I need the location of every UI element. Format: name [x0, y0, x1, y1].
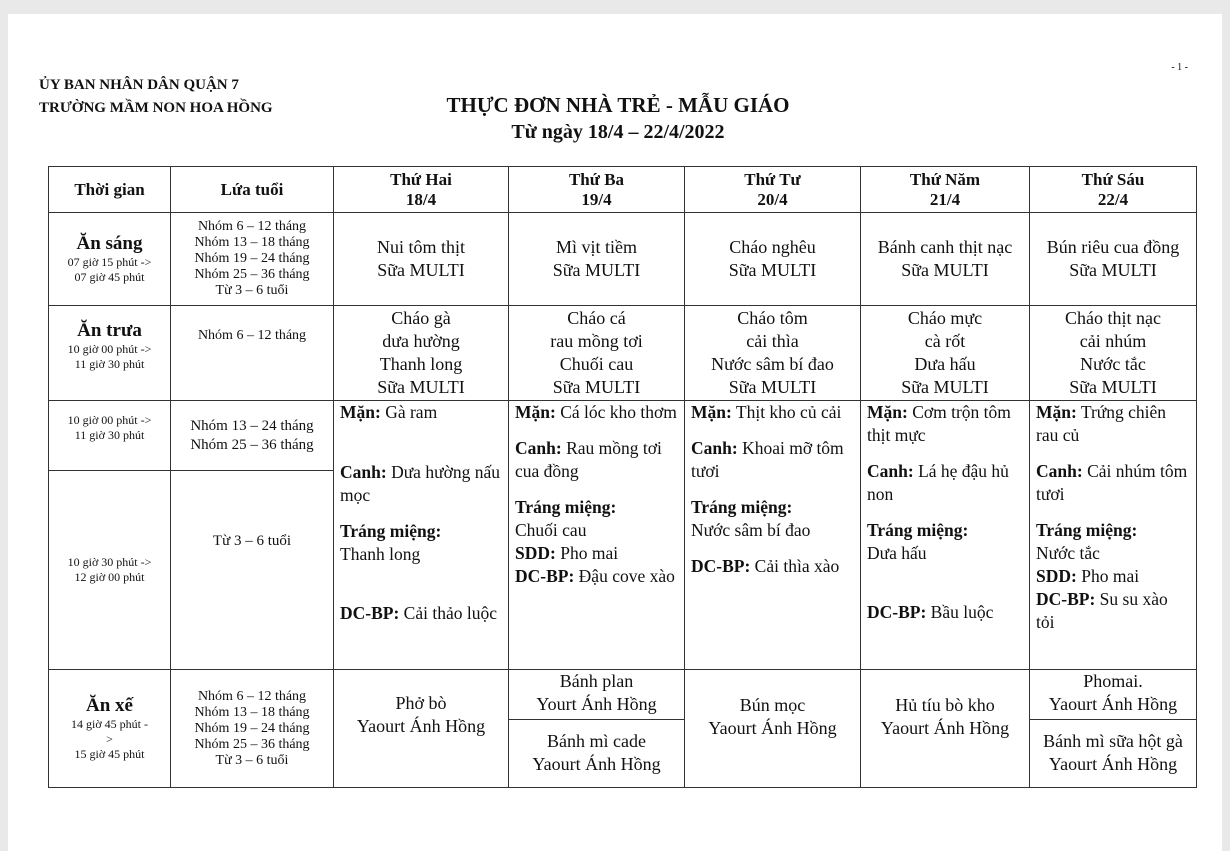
date-range: Từ ngày 18/4 – 22/4/2022	[511, 121, 725, 143]
lunch-infant-time: Ăn trưa 10 giờ 00 phút -> 11 giờ 30 phút	[49, 306, 171, 401]
menu-table	[48, 166, 1197, 788]
lunch-main-fri: Mặn: Trứng chiên rau củ Canh: Cải nhúm tôm tươi Tráng miệng: Nước tắc SDD: Pho mai DC-BP: Su su xào tỏi	[1030, 401, 1197, 670]
snack-ages: Nhóm 6 – 12 tháng Nhóm 13 – 18 tháng Nhóm 19 – 24 tháng Nhóm 25 – 36 tháng Từ 3 – 6 tuổi	[171, 670, 334, 788]
breakfast-wed: Cháo nghêu Sữa MULTI	[685, 213, 861, 306]
header-day-mon: Thứ Hai 18/4	[334, 167, 509, 213]
lunch-main-time-a: 10 giờ 00 phút -> 11 giờ 30 phút	[49, 401, 171, 471]
lunch-infant-mon: Cháo gà dưa hường Thanh long Sữa MULTI	[334, 306, 509, 401]
lunch-main-thu: Mặn: Cơm trộn tôm thịt mực Canh: Lá hẹ đậu hủ non Tráng miệng: Dưa hấu DC-BP: Bầu luộc	[861, 401, 1030, 670]
title-block	[308, 92, 928, 146]
snack-row	[49, 670, 1197, 788]
organization-header	[39, 74, 273, 120]
header-day-wed: Thứ Tư 20/4	[685, 167, 861, 213]
snack-thu: Hủ tíu bò kho Yaourt Ánh Hồng	[861, 670, 1030, 788]
header-day-fri: Thứ Sáu 22/4	[1030, 167, 1197, 213]
breakfast-ages: Nhóm 6 – 12 tháng Nhóm 13 – 18 tháng Nhóm 19 – 24 tháng Nhóm 25 – 36 tháng Từ 3 – 6 tuổi	[171, 213, 334, 306]
snack-fri-bottom: Bánh mì sữa hột gà Yaourt Ánh Hồng	[1043, 731, 1183, 774]
breakfast-thu: Bánh canh thịt nạc Sữa MULTI	[861, 213, 1030, 306]
snack-time: Ăn xế 14 giờ 45 phút - > 15 giờ 45 phút	[49, 670, 171, 788]
header-row	[49, 167, 1197, 213]
breakfast-time: Ăn sáng 07 giờ 15 phút -> 07 giờ 45 phút	[49, 213, 171, 306]
header-time: Thời gian	[49, 167, 171, 213]
lunch-main-time-b: 10 giờ 30 phút -> 12 giờ 00 phút	[49, 471, 171, 670]
lunch-main-ages-a: Nhóm 13 – 24 tháng Nhóm 25 – 36 tháng	[171, 401, 334, 471]
breakfast-row	[49, 213, 1197, 306]
lunch-main-age-b: Từ 3 – 6 tuổi	[171, 471, 334, 670]
document-title: THỰC ĐƠN NHÀ TRẺ - MẪU GIÁO	[446, 93, 790, 117]
lunch-infant-wed: Cháo tôm cải thìa Nước sâm bí đao Sữa MULTI	[685, 306, 861, 401]
header-day-tue: Thứ Ba 19/4	[509, 167, 685, 213]
breakfast-mon: Nui tôm thịt Sữa MULTI	[334, 213, 509, 306]
snack-tue-bottom: Bánh mì cade Yaourt Ánh Hồng	[532, 731, 661, 774]
org-line-1: ỦY BAN NHÂN DÂN QUẬN 7	[39, 77, 239, 93]
lunch-infant-age: Nhóm 6 – 12 tháng	[171, 306, 334, 401]
breakfast-fri: Bún riêu cua đồng Sữa MULTI	[1030, 213, 1197, 306]
snack-mon: Phở bò Yaourt Ánh Hồng	[334, 670, 509, 788]
lunch-main-wed: Mặn: Thịt kho củ cải Canh: Khoai mỡ tôm tươi Tráng miệng: Nước sâm bí đao DC-BP: Cải thìa xào	[685, 401, 861, 670]
header-day-thu: Thứ Năm 21/4	[861, 167, 1030, 213]
page-number: - 1 -	[1171, 62, 1188, 73]
lunch-infant-thu: Cháo mực cà rốt Dưa hấu Sữa MULTI	[861, 306, 1030, 401]
snack-fri-top: Phomai. Yaourt Ánh Hồng	[1030, 670, 1196, 720]
snack-tue-top: Bánh plan Yourt Ánh Hồng	[509, 670, 684, 720]
document-page	[8, 14, 1222, 851]
lunch-main-row-a	[49, 401, 1197, 471]
snack-tue	[509, 670, 685, 788]
lunch-main-mon: Mặn: Gà ram Canh: Dưa hường nấu mọc Tráng miệng: Thanh long DC-BP: Cải thảo luộc	[334, 401, 509, 670]
snack-wed: Bún mọc Yaourt Ánh Hồng	[685, 670, 861, 788]
snack-fri	[1030, 670, 1197, 788]
lunch-infant-fri: Cháo thịt nạc cải nhúm Nước tắc Sữa MULTI	[1030, 306, 1197, 401]
header-age: Lứa tuổi	[171, 167, 334, 213]
lunch-infant-tue: Cháo cá rau mồng tơi Chuối cau Sữa MULTI	[509, 306, 685, 401]
breakfast-tue: Mì vịt tiềm Sữa MULTI	[509, 213, 685, 306]
lunch-infant-row	[49, 306, 1197, 401]
org-line-2: TRƯỜNG MẦM NON HOA HỒNG	[39, 100, 273, 116]
lunch-main-tue: Mặn: Cá lóc kho thơm Canh: Rau mồng tơi cua đồng Tráng miệng: Chuối cau SDD: Pho mai DC-BP: Đậu cove xào	[509, 401, 685, 670]
